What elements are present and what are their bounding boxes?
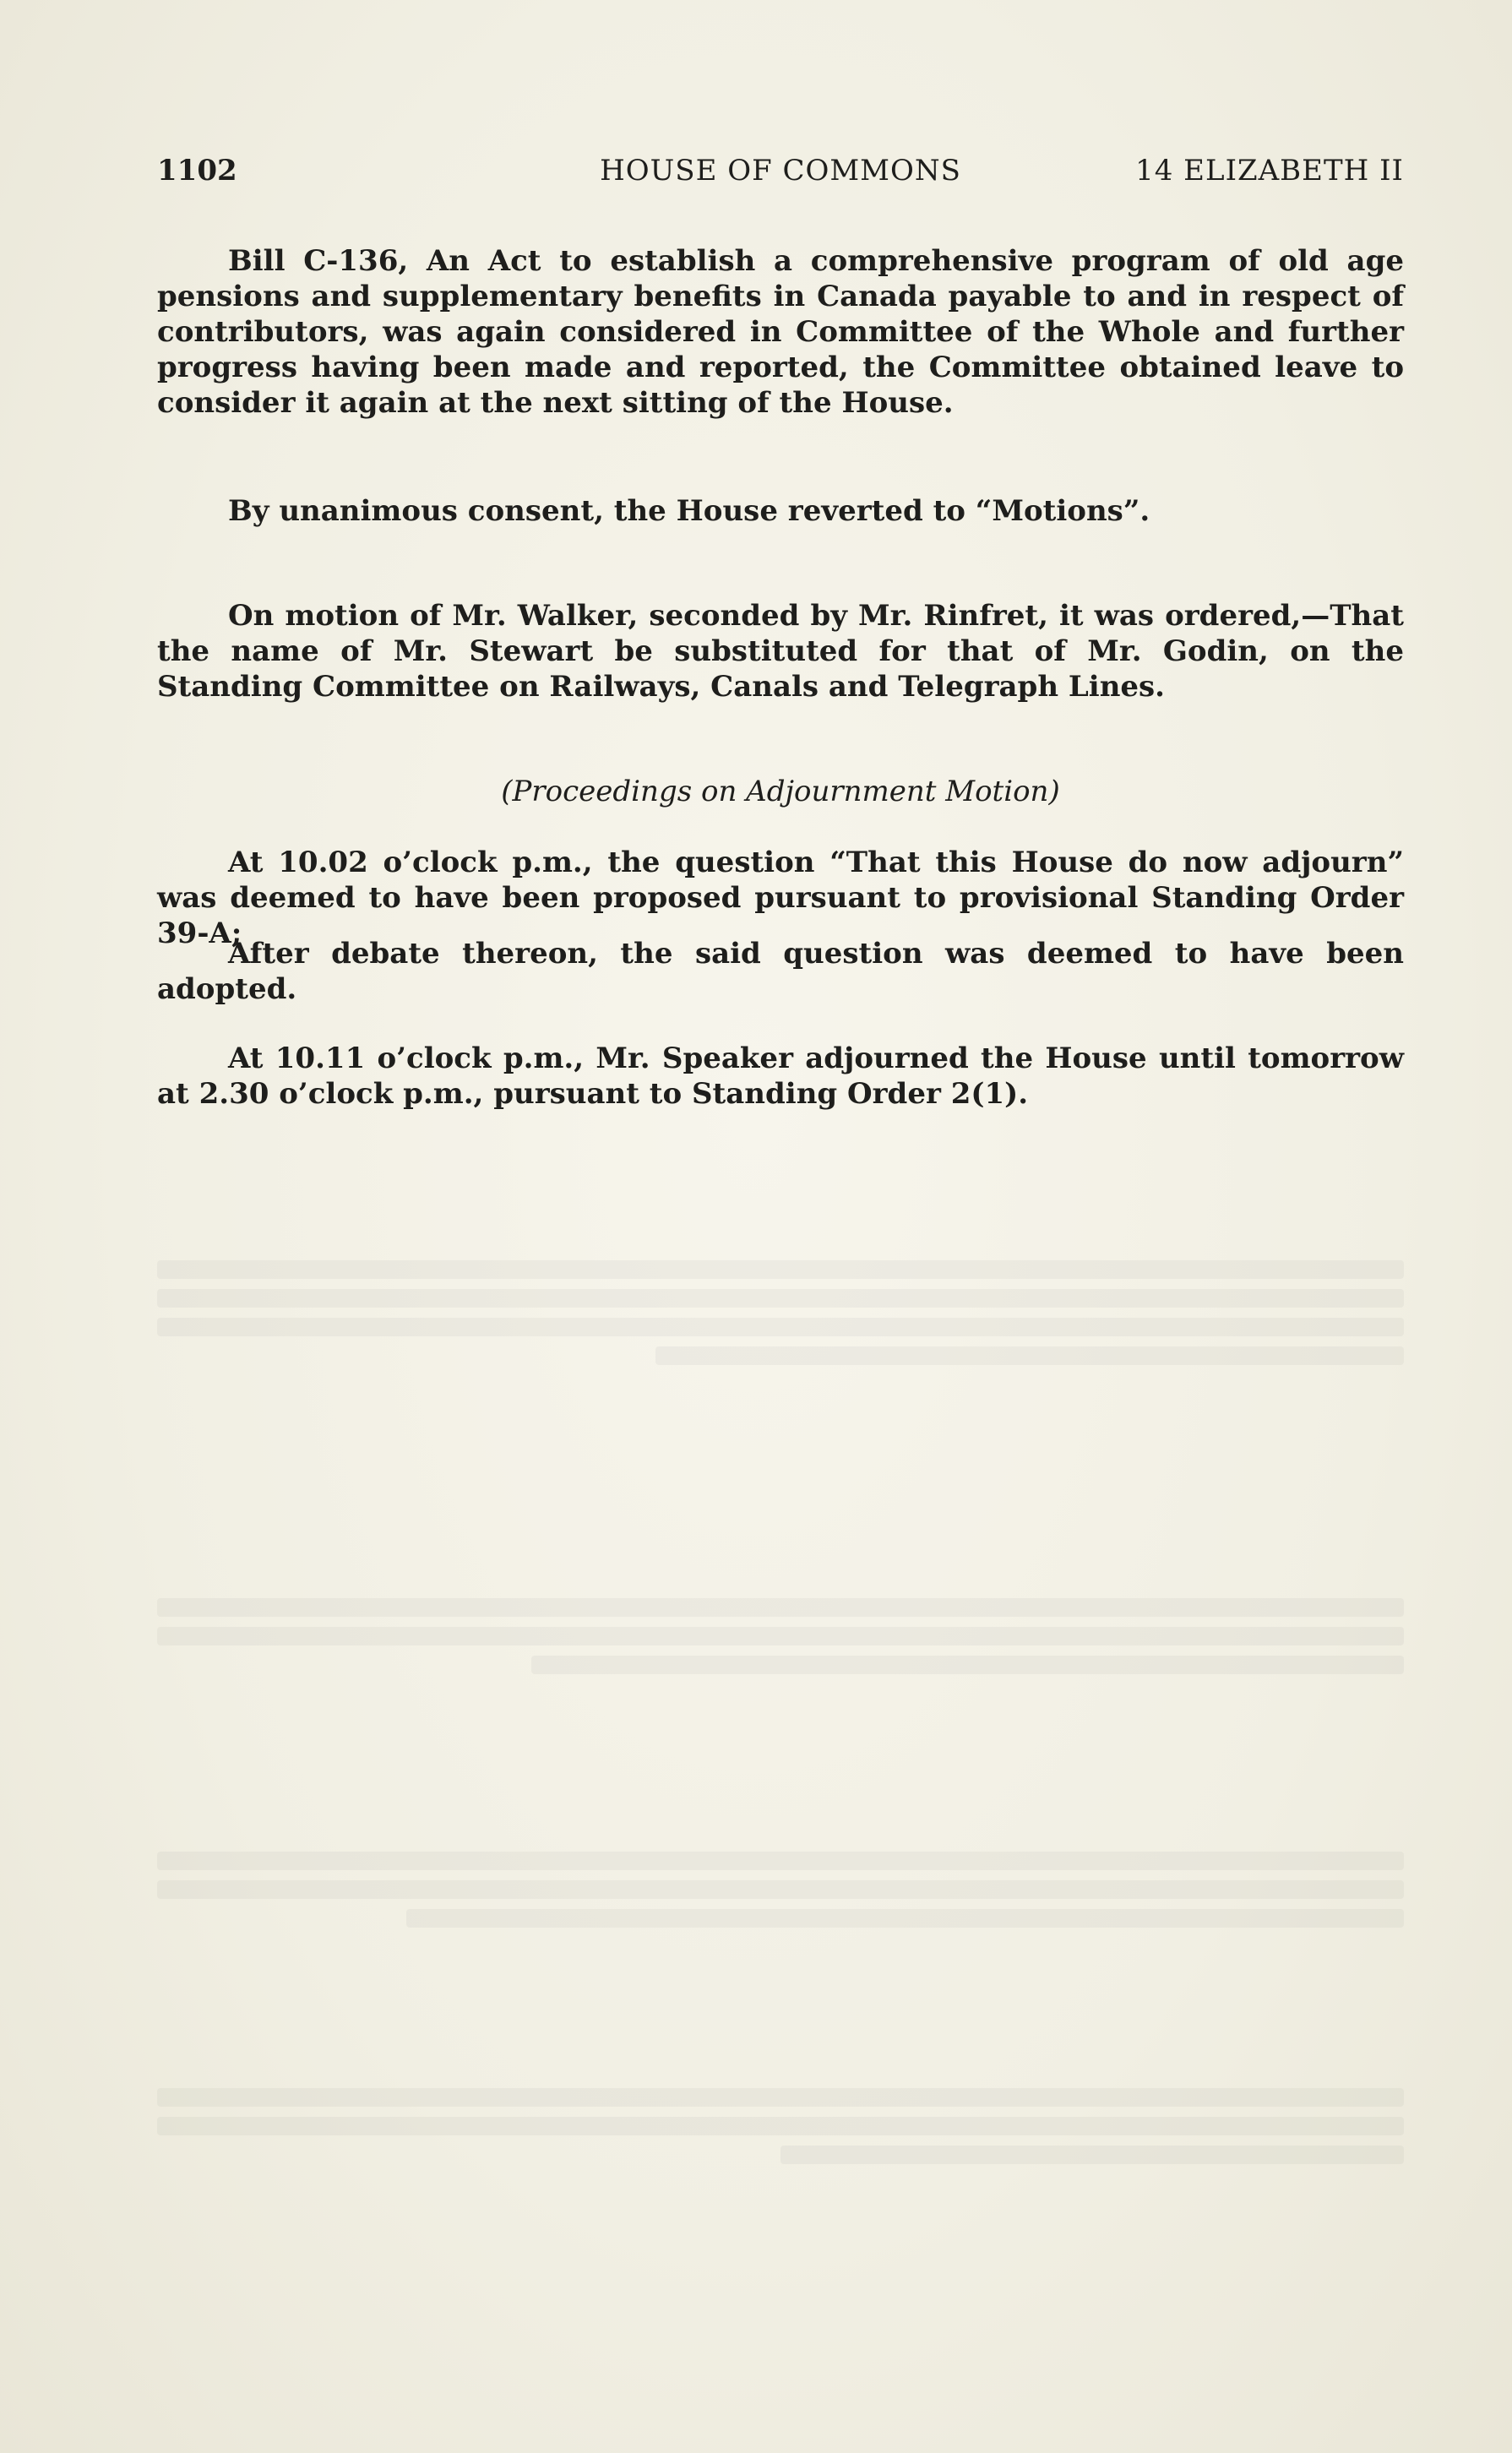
bleed-through-block bbox=[157, 1250, 1404, 1419]
page-header bbox=[157, 150, 1404, 191]
bleed-through-block bbox=[157, 2078, 1404, 2188]
reverted-paragraph: By unanimous consent, the House reverted to “Motions”. bbox=[228, 494, 1150, 528]
debate-paragraph: After debate thereon, the said question was deemed to have been adopted. bbox=[157, 937, 1404, 1006]
running-title: HOUSE OF COMMONS bbox=[600, 154, 961, 188]
adjourned-paragraph: At 10.11 o’clock p.m., Mr. Speaker adjourned the House until tomorrow at 2.30 o’clock p.m., pursuant to Standing Order 2(1). bbox=[157, 1042, 1404, 1111]
bleed-through-block bbox=[157, 1588, 1404, 1715]
bill-paragraph: Bill C-136, An Act to establish a comprehensive program of old age pensions and supplementary benefits in Canada payable to and in respect of contributors, was again considered in Committee of the Whole and further progress having been made and reported, the Committee obtained leave to consider it again at the next sitting of the House. bbox=[157, 244, 1404, 420]
motion-paragraph: On motion of Mr. Walker, seconded by Mr. Rinfret, it was ordered,—That the name of Mr. Stewart be substituted for that of Mr. Godin, on the Standing Committee on Railways, Canals and Telegraph Lines. bbox=[157, 599, 1404, 704]
adjourn-question-paragraph: At 10.02 o’clock p.m., the question “That this House do now adjourn” was deemed to have been proposed pursuant to provisional Standing Order 39-A; bbox=[157, 846, 1404, 950]
regnal-year: 14 ELIZABETH II bbox=[1135, 154, 1404, 188]
page-number: 1102 bbox=[157, 154, 237, 188]
proceedings-heading: (Proceedings on Adjournment Motion) bbox=[501, 775, 1060, 808]
bleed-through-block bbox=[157, 1841, 1404, 1951]
